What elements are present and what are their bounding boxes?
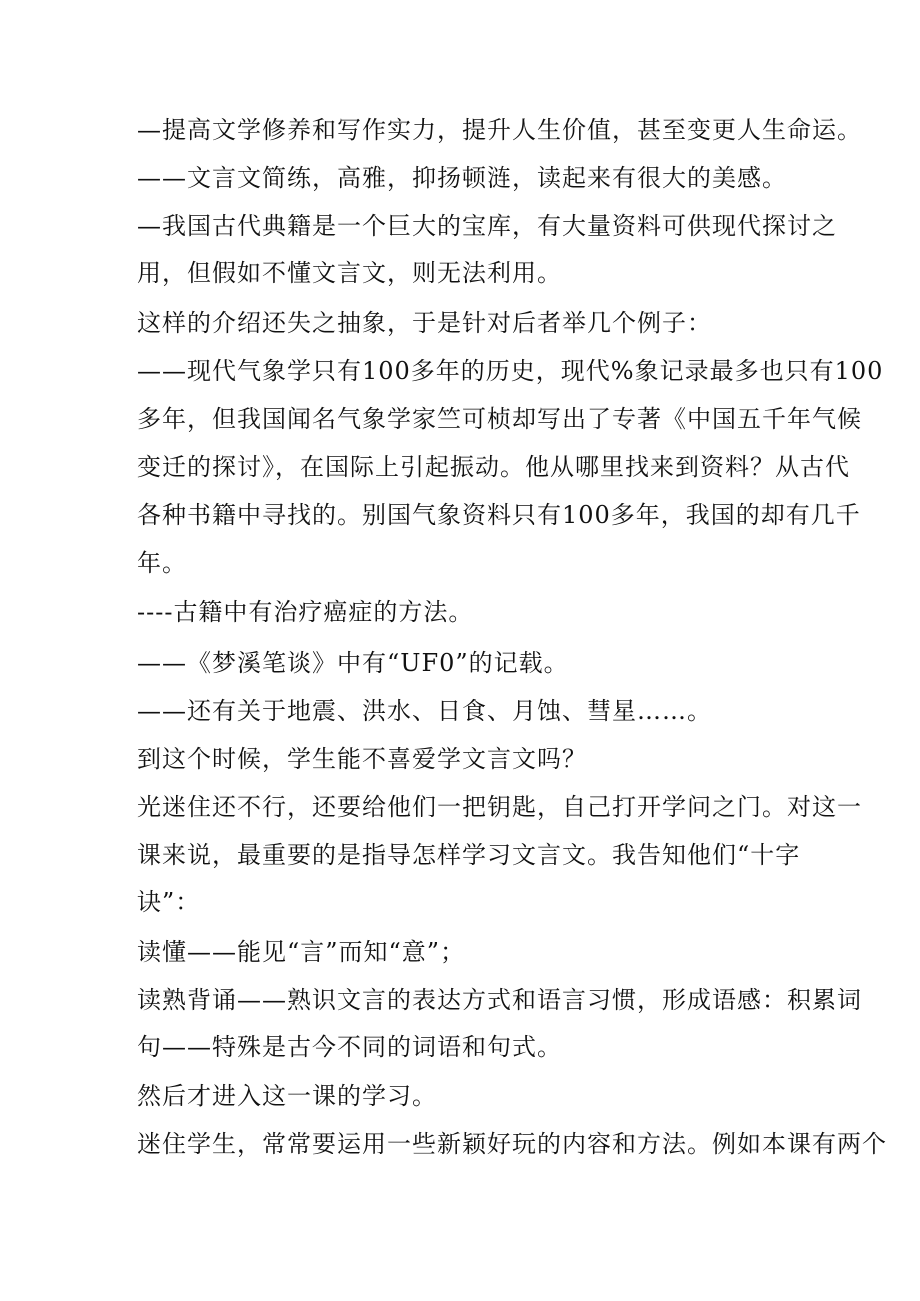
- paragraph-line: 多年，但我国闻名气象学家竺可桢却写出了专著《中国五千年气候: [137, 405, 862, 433]
- paragraph-line: ——文言文简练，高雅，抑扬顿涟，读起来有很大的美感。: [137, 164, 787, 192]
- paragraph-line: 课来说，最重要的是指导怎样学习文言文。我告知他们“十字: [137, 841, 801, 869]
- paragraph-line: 各种书籍中寻找的。别国气象资料只有100多年，我国的却有几千: [137, 501, 861, 529]
- paragraph-line: 诀”：: [137, 888, 201, 916]
- paragraph-line: 变迁的探讨》，在国际上引起振动。他从哪里找来到资料？从古代: [137, 453, 850, 481]
- paragraph-line: 用，但假如不懂文言文，则无法利用。: [137, 259, 562, 287]
- paragraph-line: ——《梦溪笔谈》中有“UF0”的记载。: [137, 649, 569, 677]
- paragraph-line: —我国古代典籍是一个巨大的宝库，有大量资料可供现代探讨之: [137, 212, 837, 240]
- paragraph-line: 这样的介绍还失之抽象，于是针对后者举几个例子：: [137, 309, 712, 337]
- paragraph-line: ----古籍中有治疗癌症的方法。: [137, 598, 474, 626]
- paragraph-line: —提高文学修养和写作实力，提升人生价值，甚至变更人生命运。: [137, 116, 862, 144]
- paragraph-line: 光迷住还不行，还要给他们一把钥匙，自己打开学问之门。对这一: [137, 793, 862, 821]
- paragraph-line: 读懂——能见“言”而知“意”；: [137, 938, 466, 966]
- paragraph-line: 迷住学生，常常要运用一些新颖好玩的内容和方法。例如本课有两个: [137, 1130, 887, 1158]
- paragraph-line: 到这个时候，学生能不喜爱学文言文吗？: [137, 745, 587, 773]
- paragraph-line: 句——特殊是古今不同的词语和句式。: [137, 1033, 562, 1061]
- paragraph-line: ——还有关于地震、洪水、日食、月蚀、彗星……。: [137, 697, 712, 725]
- paragraph-line: 然后才进入这一课的学习。: [137, 1082, 437, 1110]
- paragraph-line: ——现代气象学只有100多年的历史，现代%象记录最多也只有100: [137, 357, 884, 385]
- paragraph-line: 年。: [137, 549, 187, 577]
- paragraph-line: 读熟背诵——熟识文言的表达方式和语言习惯，形成语感：积累词: [137, 986, 862, 1014]
